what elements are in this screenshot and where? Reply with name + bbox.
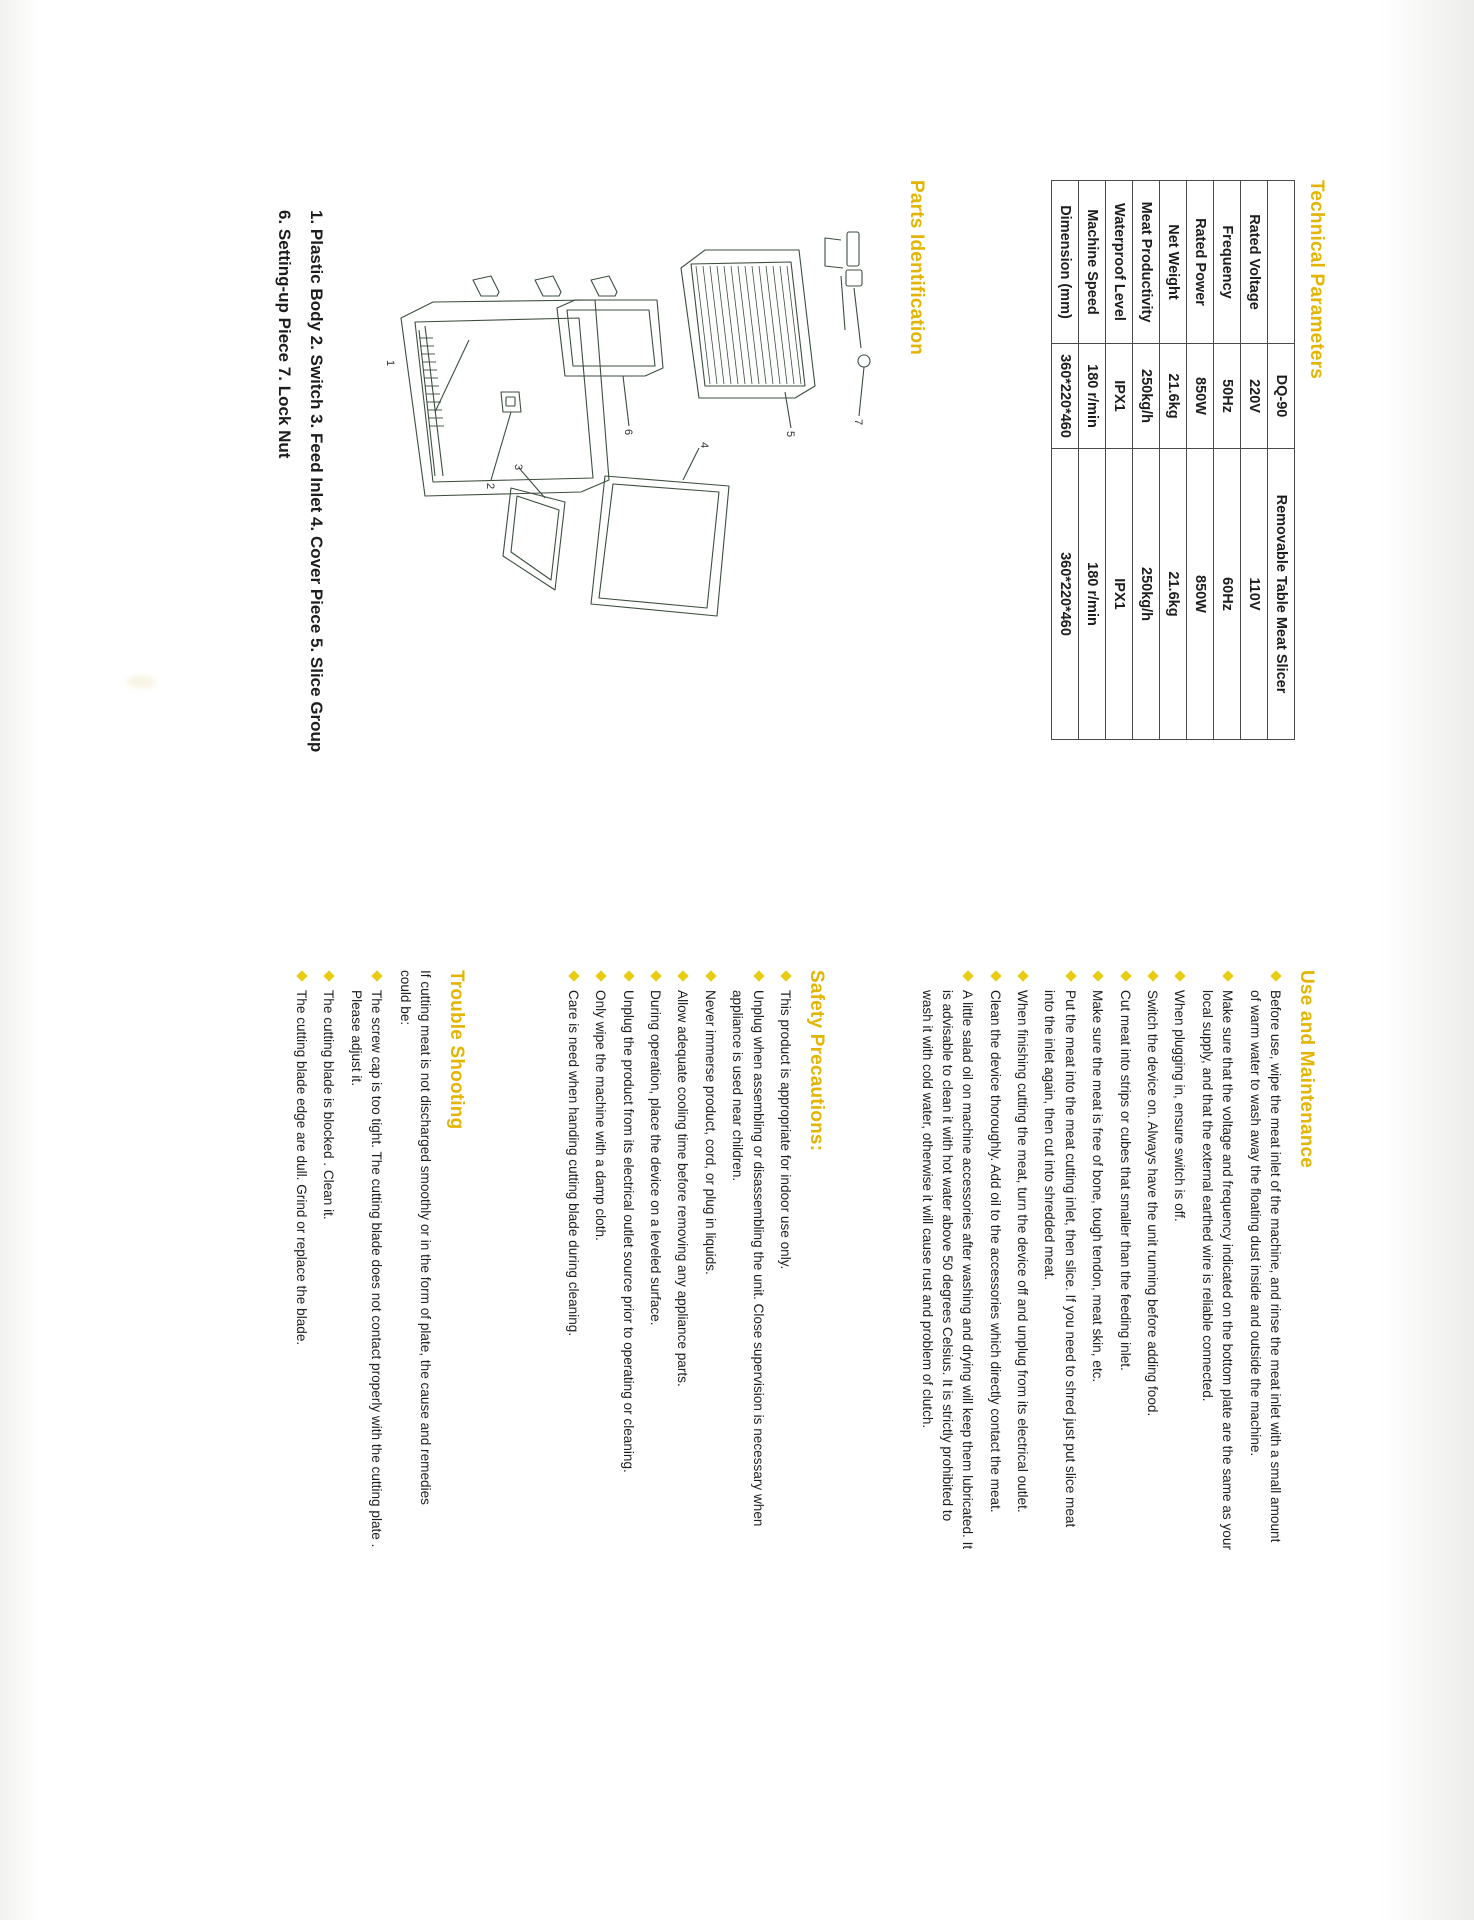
row-label: Meat Productivity bbox=[1133, 181, 1160, 344]
row-value-2: 360*220*460 bbox=[1052, 449, 1079, 740]
table-cell-model: DQ-90 bbox=[1268, 344, 1295, 449]
manual-sheet bbox=[47, 70, 1427, 1850]
row-value-2: 60Hz bbox=[1214, 449, 1241, 740]
row-label: Rated Power bbox=[1187, 181, 1214, 344]
list-item: The screw cap is too tight. The cutting blade does not contact properly with the cutting plate . Please adjust it. bbox=[345, 970, 386, 1550]
row-value-2: 250kg/h bbox=[1133, 449, 1160, 740]
list-item: Unplug the product from its electrical outlet source prior to operating or cleaning. bbox=[617, 970, 637, 1550]
callout-4: 4 bbox=[698, 442, 710, 449]
callout-6: 6 bbox=[622, 429, 634, 436]
trouble-shooting-list bbox=[291, 970, 387, 1590]
use-and-maintenance-section bbox=[909, 970, 1317, 1590]
slice-group-part bbox=[825, 232, 862, 348]
list-item: Care is need when handing cutting blade during cleaning. bbox=[562, 970, 582, 1550]
list-item: The cutting blade edge are dull. Grind or replace the blade. bbox=[291, 970, 311, 1550]
table-cell-product-name: Removable Table Meat Slicer bbox=[1268, 449, 1295, 740]
row-value-1: 360*220*460 bbox=[1052, 344, 1079, 449]
row-label: Dimension (mm) bbox=[1052, 181, 1079, 344]
callout-5: 5 bbox=[784, 431, 796, 438]
list-item: Make sure that the voltage and frequency indicated on the bottom plate are the same as your local supply, and that the external earthed wire is reliable connected. bbox=[1196, 970, 1237, 1550]
list-item: Cut meat into strips or cubes that smaller than the feeding inlet. bbox=[1114, 970, 1134, 1550]
table-cell-empty bbox=[1268, 181, 1295, 344]
row-value-2: IPX1 bbox=[1106, 449, 1133, 740]
list-item: Unplug when assembling or disassembling the unit. Close supervision is necessary when appliance is used near children. bbox=[727, 970, 768, 1550]
list-item: Never immerse product, cord, or plug in liquids. bbox=[699, 970, 719, 1550]
row-value-1: 21.6kg bbox=[1160, 344, 1187, 449]
table-row bbox=[1133, 181, 1160, 740]
use-and-maintenance-heading: Use and Maintenance bbox=[1296, 970, 1317, 1169]
table-row bbox=[1079, 181, 1106, 740]
plastic-body-part bbox=[401, 276, 617, 496]
technical-parameters-table bbox=[1051, 180, 1295, 740]
row-value-2: 180 r/min bbox=[1079, 449, 1106, 740]
list-item: Allow adequate cooling time before removing any appliance parts. bbox=[672, 970, 692, 1550]
parts-identification-section bbox=[335, 180, 927, 880]
row-value-1: 250kg/h bbox=[1133, 344, 1160, 449]
parts-list-line-1: 1. Plastic Body 2. Switch 3. Feed Inlet 4. Cover Piece 5. Slice Group bbox=[307, 210, 326, 753]
row-label: Waterproof Level bbox=[1106, 181, 1133, 344]
table-row bbox=[1214, 181, 1241, 740]
callout-3: 3 bbox=[512, 464, 524, 471]
technical-parameters-heading: Technical Parameters bbox=[1306, 180, 1327, 380]
table-row bbox=[1241, 181, 1268, 740]
list-item: Only wipe the machine with a damp cloth. bbox=[590, 970, 610, 1550]
list-item: The cutting blade is blocked . Clean it. bbox=[318, 970, 338, 1550]
callout-2: 2 bbox=[484, 483, 496, 490]
list-item: This product is appropriate for indoor use only. bbox=[775, 970, 795, 1550]
feed-inlet-part bbox=[557, 300, 663, 426]
row-value-2: 21.6kg bbox=[1160, 449, 1187, 740]
removable-table-part bbox=[503, 448, 729, 616]
trouble-shooting-heading: Trouble Shooting bbox=[446, 970, 467, 1130]
table-row bbox=[1106, 181, 1133, 740]
row-label: Frequency bbox=[1214, 181, 1241, 344]
use-and-maintenance-list bbox=[916, 970, 1285, 1590]
list-item: A little salad oil on machine accessories after washing and drying will keep them lubricated. It is advisable to clean it with hot water above 50 degrees Celsius. It is strictly prohibited to wash it with cold water, otherwise it will cause rust and problem of clutch. bbox=[916, 970, 977, 1550]
table-row bbox=[1187, 181, 1214, 740]
list-item: When finishing cutting the meat, turn the device off and unplug from its electrical outlet. bbox=[1012, 970, 1032, 1550]
list-item: When plugging in, ensure switch is off. bbox=[1169, 970, 1189, 1550]
row-value-2: 850W bbox=[1187, 449, 1214, 740]
parts-list-text bbox=[267, 210, 332, 810]
row-value-1: 850W bbox=[1187, 344, 1214, 449]
safety-precautions-section bbox=[555, 970, 827, 1590]
parts-list-line-2: 6. Setting-up Piece 7. Lock Nut bbox=[274, 210, 294, 459]
table-row bbox=[1268, 181, 1295, 740]
row-value-1: 50Hz bbox=[1214, 344, 1241, 449]
callout-1: 1 bbox=[384, 360, 396, 367]
table-row bbox=[1052, 181, 1079, 740]
row-label: Machine Speed bbox=[1079, 181, 1106, 344]
table-row bbox=[1160, 181, 1187, 740]
trouble-shooting-intro: If cutting meat is not discharged smoothly or in the form of plate, the cause and remedies could be: bbox=[397, 970, 433, 1505]
scan-smudge bbox=[126, 676, 156, 688]
list-item: Put the meat into the meat cutting inlet, then slice. If you need to shred just put slice meat into the inlet again, then cut into shredded meat. bbox=[1039, 970, 1080, 1550]
callout-7: 7 bbox=[852, 419, 864, 426]
list-item: During operation, place the device on a leveled surface. bbox=[645, 970, 665, 1550]
safety-precautions-heading: Safety Precautions: bbox=[806, 970, 827, 1152]
meat-slicer-diagram bbox=[335, 180, 895, 790]
list-item: Clean the device thoroughly. Add oil to the accessories which directly contact the meat. bbox=[984, 970, 1004, 1550]
row-label: Net Weight bbox=[1160, 181, 1187, 344]
safety-precautions-list bbox=[562, 970, 795, 1590]
row-label: Rated Voltage bbox=[1241, 181, 1268, 344]
list-item: Make sure the meat is free of bone, tough tendon, meat skin, etc. bbox=[1087, 970, 1107, 1550]
list-item: Switch the device on. Always have the unit running before adding food. bbox=[1142, 970, 1162, 1550]
cover-piece-part bbox=[681, 250, 815, 428]
list-item: Before use, wipe the meat inlet of the machine, and rinse the meat inlet with a small amount of warm water to wash away the floating dust inside and outside the machine. bbox=[1244, 970, 1285, 1550]
switch-part bbox=[435, 340, 469, 412]
lock-nut-part bbox=[858, 355, 870, 416]
parts-identification-heading: Parts Identification bbox=[906, 180, 927, 356]
row-value-1: IPX1 bbox=[1106, 344, 1133, 449]
row-value-1: 180 r/min bbox=[1079, 344, 1106, 449]
technical-parameters-section bbox=[1051, 180, 1327, 800]
row-value-2: 110V bbox=[1241, 449, 1268, 740]
trouble-shooting-section bbox=[284, 970, 467, 1590]
row-value-1: 220V bbox=[1241, 344, 1268, 449]
